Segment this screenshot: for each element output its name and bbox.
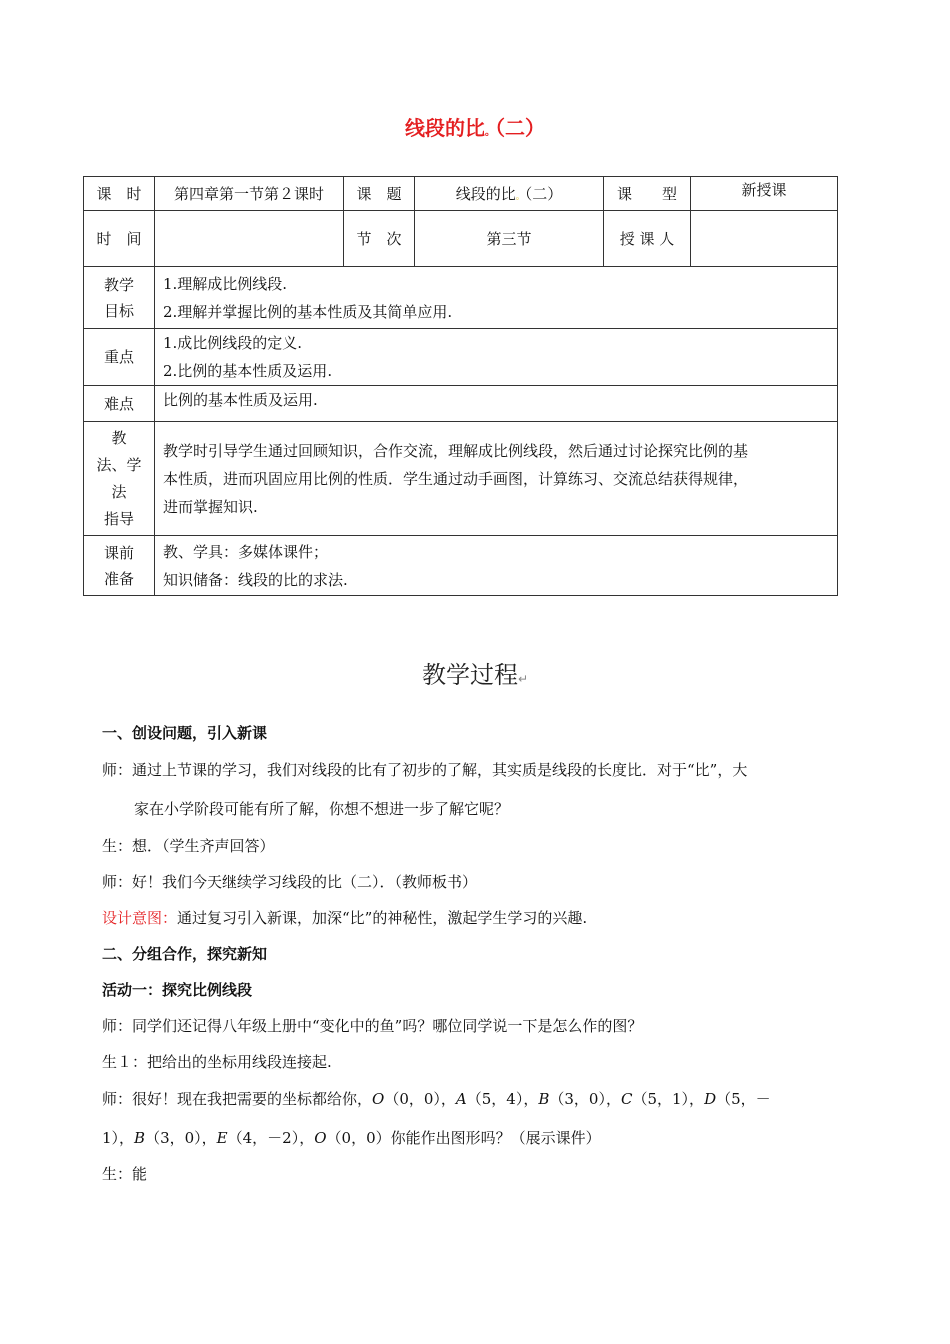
- label-line: 教: [111, 428, 127, 447]
- content-line: 教学时引导学生通过回顾知识，合作交流，理解成比例线段，然后通过讨论探究比例的基: [163, 441, 749, 460]
- text-run: （0，0），: [384, 1090, 456, 1108]
- cell-label: 课 时: [84, 177, 155, 211]
- design-intent-label: 设计意图：: [102, 909, 178, 927]
- label-line: 目标: [103, 301, 134, 320]
- text-run: （5，1），: [632, 1090, 705, 1108]
- paragraph: 生：想．（学生齐声回答）: [102, 837, 275, 855]
- cell-content: [155, 329, 838, 386]
- cell-value: 线段的比。（二）: [415, 177, 604, 211]
- cell-content: [155, 536, 838, 596]
- paragraph: 师：好！我们今天继续学习线段的比（二）．（教师板书）: [102, 873, 478, 891]
- text-run: （3，0），: [549, 1090, 621, 1108]
- paragraph: 师：同学们还记得八年级上册中“变化中的鱼”吗？哪位同学说一下是怎么作的图？: [102, 1017, 643, 1035]
- cell-label: 课 题: [344, 177, 415, 211]
- text-run: （5，－: [716, 1090, 771, 1108]
- paragraph: [102, 1089, 771, 1109]
- cell-label: 重点: [84, 329, 155, 386]
- content-line: 教、学具：多媒体课件；: [163, 542, 329, 561]
- label-line: 教学: [103, 275, 134, 294]
- table-row: [84, 536, 838, 596]
- cell-value: 第三节: [415, 211, 604, 267]
- point-label: B: [134, 1129, 146, 1147]
- paragraph: 生１：把给出的坐标用线段连接起.: [102, 1053, 332, 1071]
- table-row: [84, 422, 838, 536]
- text-run: （3，0），: [145, 1129, 217, 1147]
- text-run: （4，－2），: [227, 1129, 315, 1147]
- cell-content: [155, 267, 838, 329]
- cell-value: [691, 211, 838, 267]
- content-line: 1.理解成比例线段.: [163, 274, 288, 293]
- text-run: 1），: [102, 1129, 135, 1147]
- cell-label: 课 型: [604, 177, 691, 211]
- paragraph: [102, 1128, 601, 1148]
- cell-content: [155, 422, 838, 536]
- point-label: A: [455, 1090, 467, 1108]
- content-line: 本性质，进而巩固应用比例的性质．学生通过动手画图，计算练习、交流总结获得规律，: [163, 469, 749, 488]
- cell-value: 第四章第一节第２课时: [155, 177, 344, 211]
- content-line: 1.成比例线段的定义.: [163, 334, 303, 352]
- text-run: （0，0）你能作出图形吗？（展示课件）: [326, 1129, 601, 1147]
- cell-label: 节 次: [344, 211, 415, 267]
- table-row: [84, 177, 838, 211]
- heading-2: 二、分组合作，探究新知: [102, 945, 268, 963]
- point-label: O: [372, 1090, 385, 1108]
- paragraph: 生：能: [102, 1165, 148, 1183]
- paragraph: 师：通过上节课的学习，我们对线段的比有了初步的了解，其实质是线段的长度比．对于“比”，大: [102, 761, 748, 779]
- point-label: D: [704, 1090, 717, 1108]
- paragraph: 家在小学阶段可能有所了解，你想不想进一步了解它呢？: [134, 800, 510, 818]
- cell-label: 授 课 人: [604, 211, 691, 267]
- cell-content: 比例的基本性质及运用.: [155, 386, 838, 422]
- label-line: 指导: [103, 509, 134, 528]
- heading-3: 活动一：探究比例线段: [102, 981, 253, 999]
- heading-1: 一、创设问题，引入新课: [102, 724, 268, 742]
- cell-value: [155, 211, 344, 267]
- point-label: C: [620, 1090, 633, 1108]
- content-line: 2.比例的基本性质及运用.: [163, 362, 333, 380]
- cell-value: 新授课: [691, 177, 838, 211]
- document-title: 线段的比。（二）: [405, 116, 545, 140]
- section-title: 教学过程↵: [421, 661, 529, 689]
- table-row: [84, 329, 838, 386]
- point-label: B: [538, 1090, 550, 1108]
- cell-label: 时 间: [84, 211, 155, 267]
- content-line: 2.理解并掌握比例的基本性质及其简单应用.: [163, 302, 453, 321]
- text-run: （5，4），: [466, 1090, 539, 1108]
- label-line: 法: [111, 482, 127, 501]
- design-intent-text: 通过复习引入新课，加深“比”的神秘性，激起学生学习的兴趣.: [177, 909, 588, 927]
- point-label: E: [216, 1129, 228, 1147]
- point-label: O: [314, 1129, 327, 1147]
- cell-label: [84, 536, 155, 596]
- content-line: 进而掌握知识.: [163, 497, 258, 516]
- content-line: 知识储备：线段的比的求法.: [163, 570, 348, 589]
- table-row: [84, 386, 838, 422]
- label-line: 准备: [103, 569, 134, 588]
- cell-label: 难点: [84, 386, 155, 422]
- text-run: 师：很好！现在我把需要的坐标都给你，: [102, 1090, 373, 1108]
- cell-label: [84, 422, 155, 536]
- label-line: 课前: [103, 543, 134, 562]
- design-intent: [102, 908, 587, 928]
- table-row: [84, 267, 838, 329]
- cell-label: [84, 267, 155, 329]
- lesson-info-table: [83, 176, 838, 596]
- table-row: [84, 211, 838, 267]
- label-line: 法、学: [96, 455, 142, 474]
